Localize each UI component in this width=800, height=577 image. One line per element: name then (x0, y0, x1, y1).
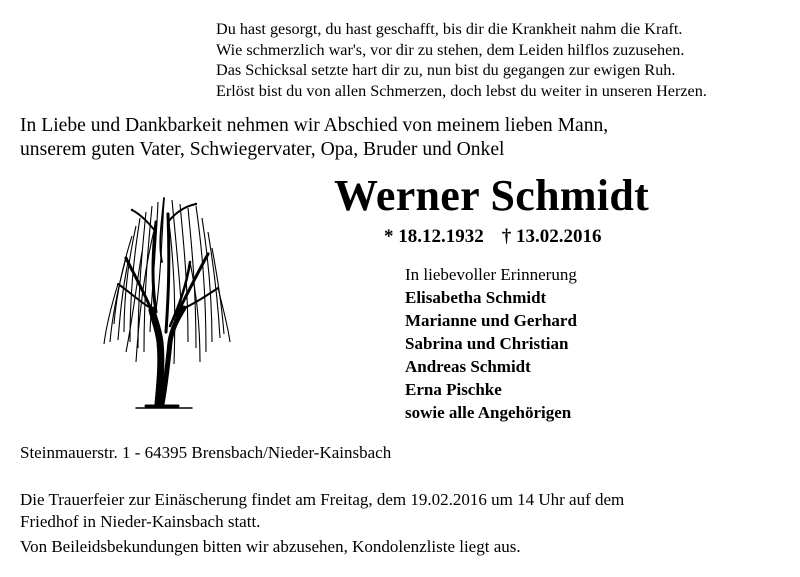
mourners-list (405, 263, 577, 424)
notice-line: Die Trauerfeier zur Einäscherung findet am Freitag, dem 19.02.2016 um 14 Uhr auf dem (20, 490, 625, 509)
notice-line: Von Beileidsbekundungen bitten wir abzusehen, Kondolenzliste liegt aus. (20, 537, 521, 556)
intro-line: unserem guten Vater, Schwiegervater, Opa, Bruder und Onkel (20, 139, 505, 160)
mourner-name: sowie alle Angehörigen (405, 403, 572, 422)
poem (216, 19, 796, 101)
mourner-name: Erna Pischke (405, 380, 502, 399)
weeping-willow-icon (96, 192, 236, 412)
poem-line: Wie schmerzlich war's, vor dir zu stehen, dem Leiden hilflos zuzusehen. (216, 40, 685, 59)
mourner-name: Andreas Schmidt (405, 357, 531, 376)
deceased-name: Werner Schmidt (334, 171, 650, 220)
poem-line: Erlöst bist du von allen Schmerzen, doch lebst du weiter in unseren Herzen. (216, 81, 707, 100)
mourner-name: Marianne und Gerhard (405, 311, 577, 330)
poem-line: Das Schicksal setzte hart dir zu, nun bist du gegangen zur ewigen Ruh. (216, 61, 676, 79)
poem-line: Du hast gesorgt, du hast geschafft, bis dir die Krankheit nahm die Kraft. (216, 20, 683, 38)
life-dates (384, 225, 602, 249)
farewell-intro (20, 114, 790, 162)
address: Steinmauerstr. 1 - 64395 Brensbach/Nieder-Kainsbach (20, 443, 392, 462)
mourner-name: Elisabetha Schmidt (405, 288, 547, 307)
birth-date: * 18.12.1932 (384, 226, 484, 247)
funeral-notice (20, 489, 790, 558)
mourner-name: Sabrina und Christian (405, 334, 569, 353)
notice-line: Friedhof in Nieder-Kainsbach statt. (20, 512, 261, 531)
death-date: † 13.02.2016 (501, 226, 602, 247)
intro-line: In Liebe und Dankbarkeit nehmen wir Abschied von meinem lieben Mann, (20, 115, 609, 136)
mourners-lead: In liebevoller Erinnerung (405, 265, 577, 284)
